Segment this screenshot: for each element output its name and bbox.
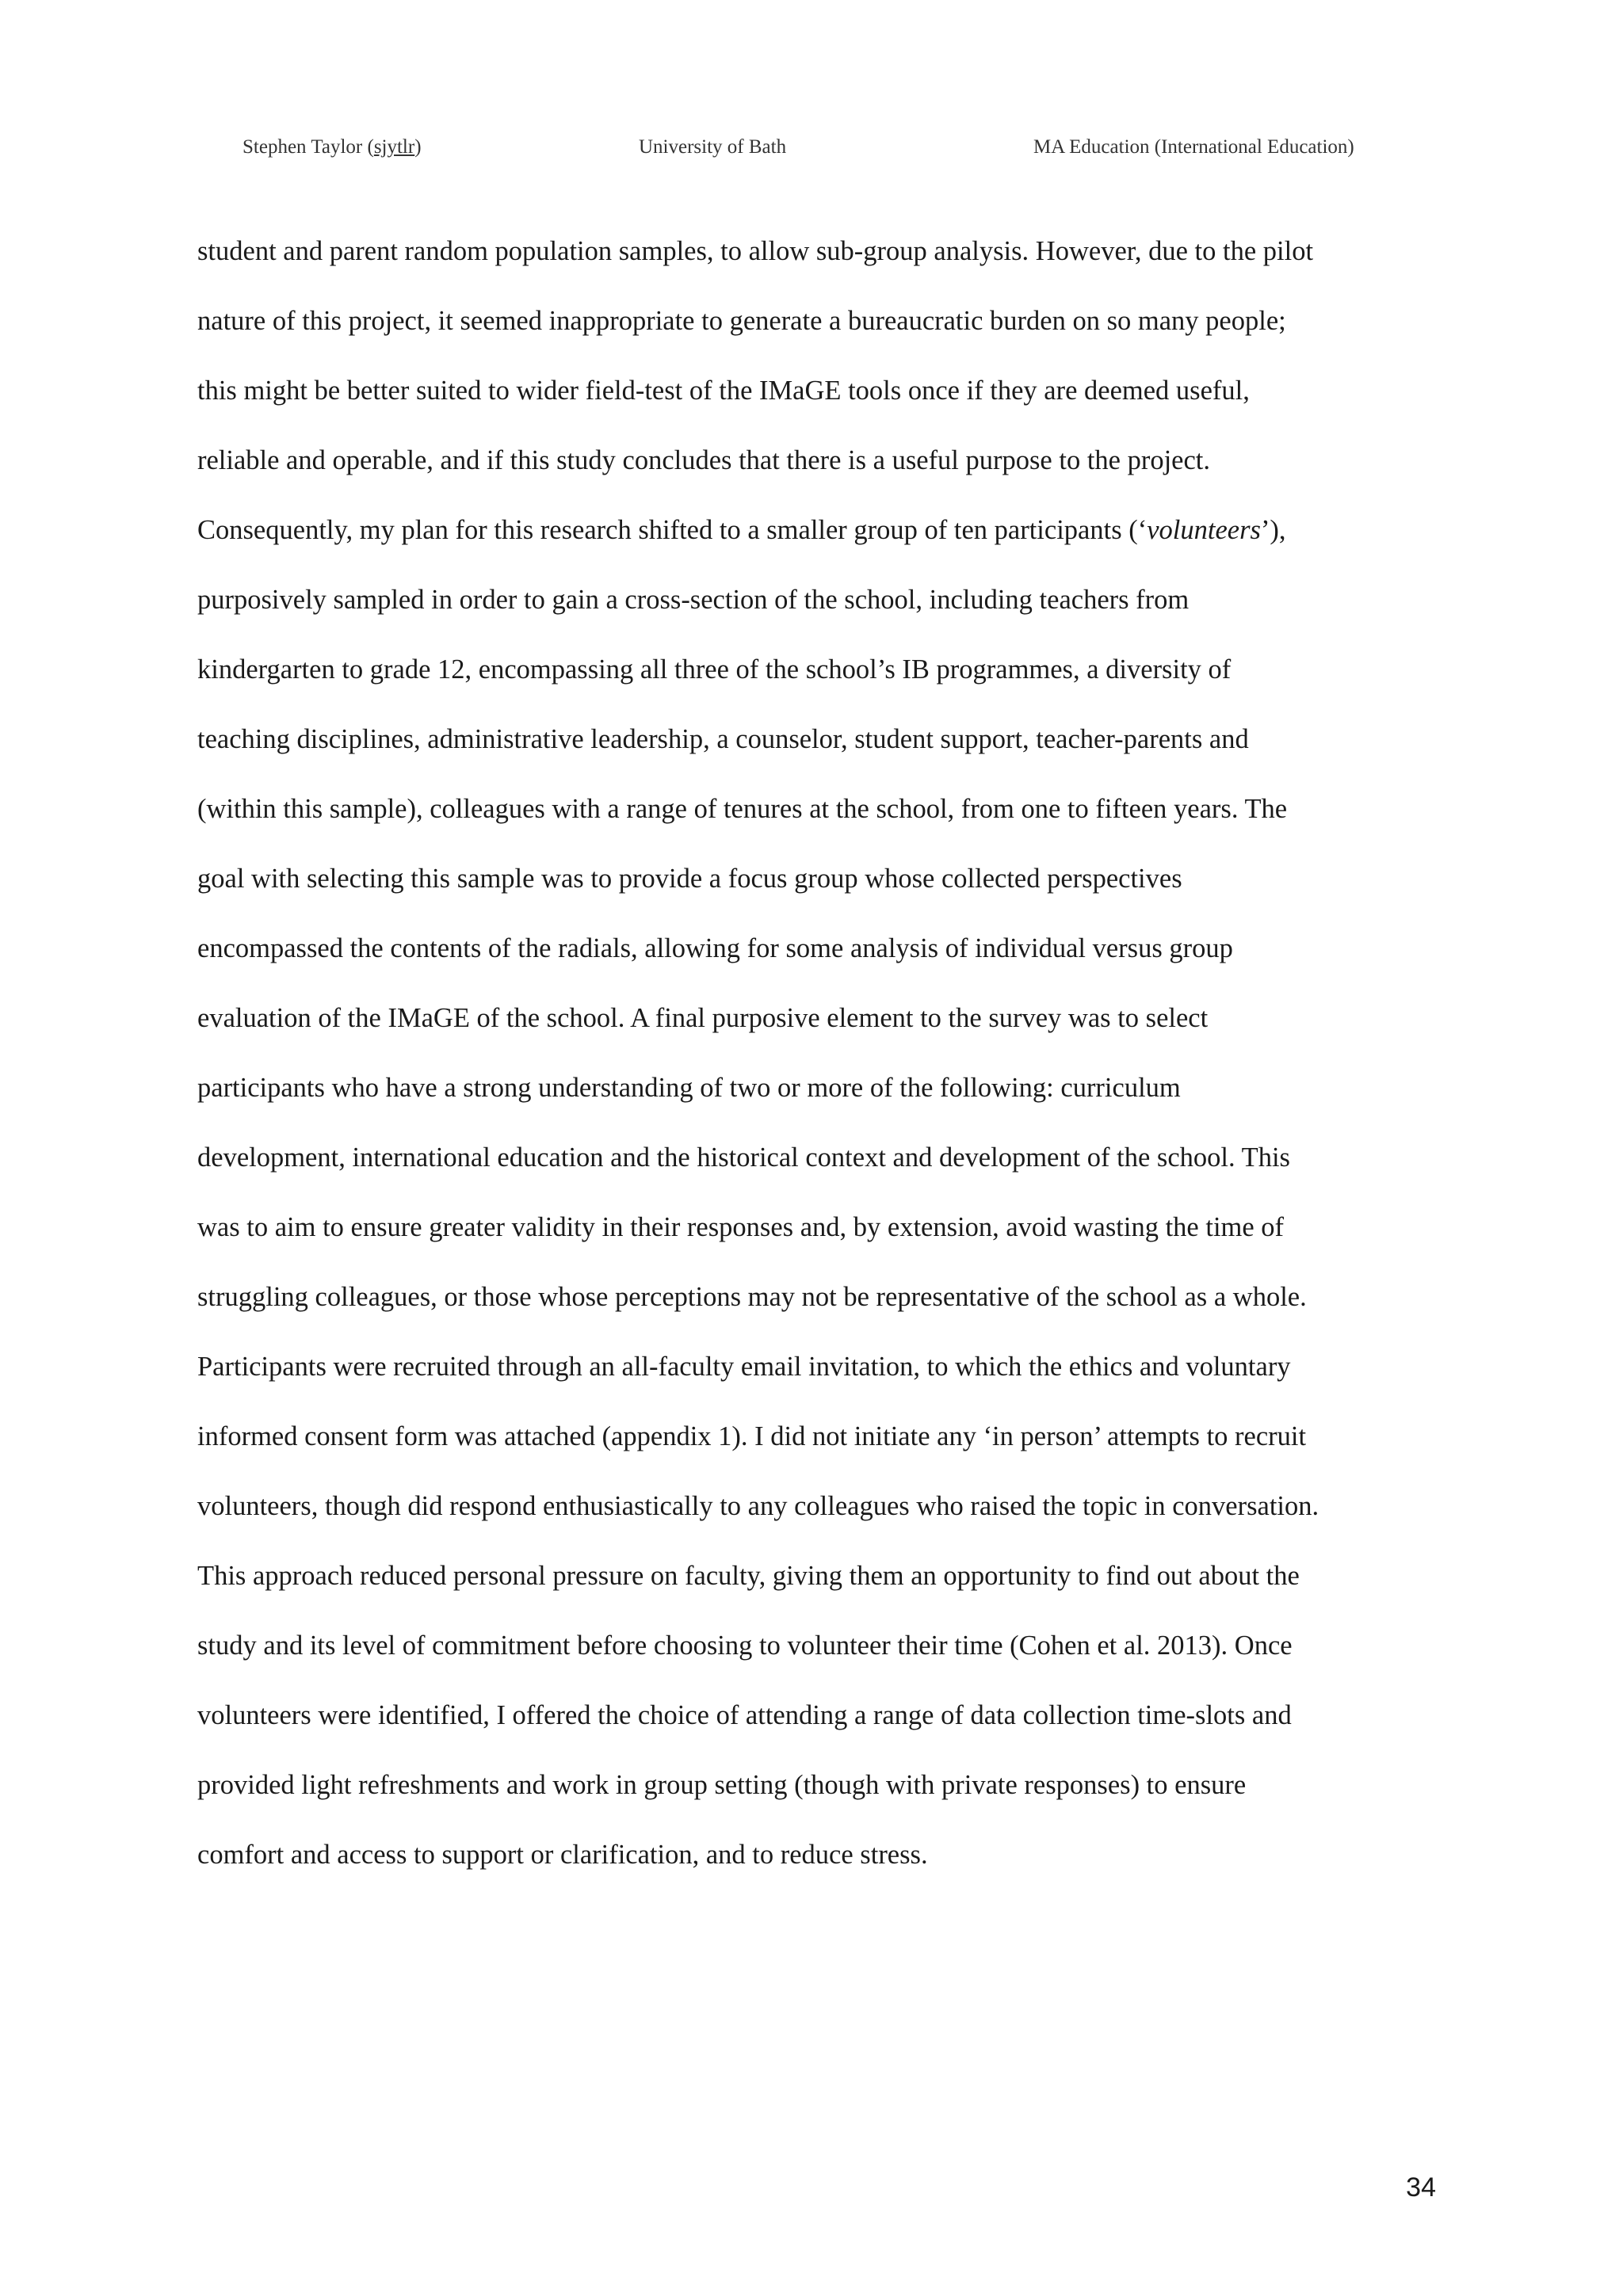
running-header [0, 136, 1623, 168]
text-line: development, international education and the historical context and development of the school. This [197, 1142, 1290, 1173]
text-line: reliable and operable, and if this study concludes that there is a useful purpose to the project. [197, 445, 1211, 475]
text-line: nature of this project, it seemed inappropriate to generate a bureaucratic burden on so many people; [197, 306, 1286, 336]
volunteers-term: volunteers [1147, 515, 1261, 545]
text-line: This approach reduced personal pressure on faculty, giving them an opportunity to find out about the [197, 1561, 1300, 1591]
text-line: volunteers were identified, I offered the choice of attending a range of data collection time-slots and [197, 1700, 1292, 1730]
text-line: Participants were recruited through an all-faculty email invitation, to which the ethics and voluntary [197, 1352, 1291, 1382]
header-author-name: Stephen Taylor [242, 136, 363, 158]
text-line: kindergarten to grade 12, encompassing all three of the school’s IB programmes, a diversity of [197, 654, 1232, 685]
text-line: comfort and access to support or clarification, and to reduce stress. [197, 1840, 928, 1870]
text-line: volunteers, though did respond enthusiastically to any colleagues who raised the topic in conversation. [197, 1491, 1319, 1521]
text-line: struggling colleagues, or those whose perceptions may not be representative of the school as a whole. [197, 1282, 1307, 1312]
text-line: study and its level of commitment before choosing to volunteer their time (Cohen et al. 2013). Once [197, 1630, 1293, 1661]
header-author-id: sjytlr [373, 136, 415, 158]
text-line: was to aim to ensure greater validity in their responses and, by extension, avoid wasting the time of [197, 1212, 1285, 1242]
body-paragraph [197, 222, 1434, 1895]
page-number: 34 [1406, 2172, 1436, 2203]
text-line: (within this sample), colleagues with a range of tenures at the school, from one to fifteen years. The [197, 794, 1288, 824]
text-line: Consequently, my plan for this research shifted to a smaller group of ten participants (‘volunteers’), [197, 515, 1286, 545]
header-author: Stephen Taylor (sjytlr) [242, 136, 422, 158]
header-university: University of Bath [639, 136, 787, 158]
text-line: evaluation of the IMaGE of the school. A final purposive element to the survey was to select [197, 1003, 1209, 1033]
text-line: informed consent form was attached (appendix 1). I did not initiate any ‘in person’ attempts to recruit [197, 1421, 1307, 1451]
text-line: teaching disciplines, administrative leadership, a counselor, student support, teacher-parents and [197, 724, 1249, 754]
header-programme: MA Education (International Education) [1033, 136, 1354, 158]
text-line: goal with selecting this sample was to provide a focus group whose collected perspectives [197, 864, 1182, 894]
text-line: purposively sampled in order to gain a cross-section of the school, including teachers from [197, 585, 1190, 615]
text-line: provided light refreshments and work in group setting (though with private responses) to ensure [197, 1770, 1247, 1800]
text-line: student and parent random population samples, to allow sub-group analysis. However, due to the pilot [197, 236, 1314, 266]
text-line: participants who have a strong understanding of two or more of the following: curriculum [197, 1073, 1181, 1103]
text-line: encompassed the contents of the radials, allowing for some analysis of individual versus group [197, 933, 1233, 963]
text-line: this might be better suited to wider field-test of the IMaGE tools once if they are deemed useful, [197, 376, 1250, 406]
